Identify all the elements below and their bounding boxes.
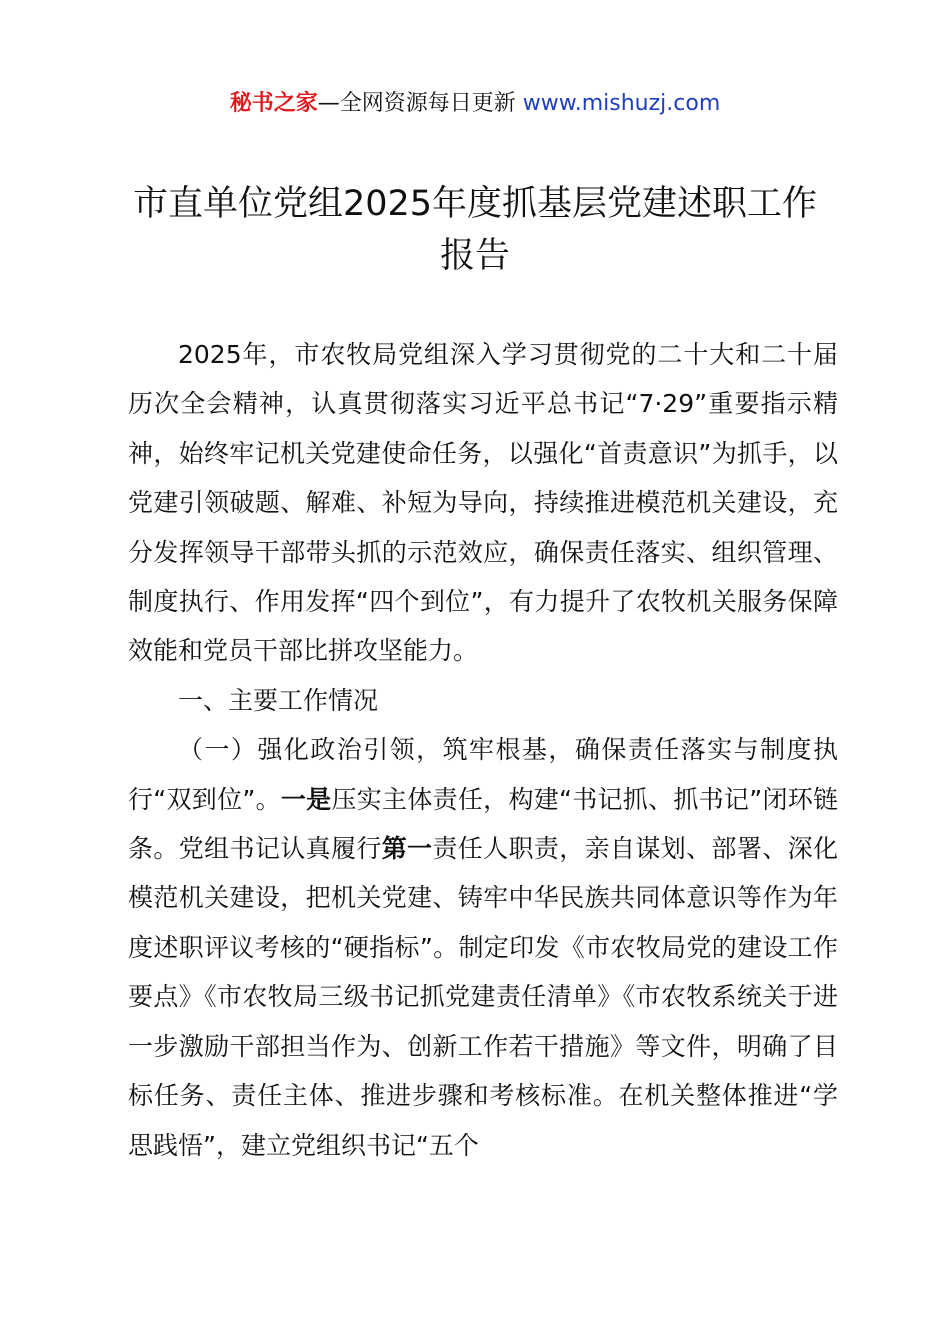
brand-name[interactable]: 秘书之家 (229, 91, 318, 116)
paragraph-text-continued: 责任人职责，亲自谋划、部署、深化模范机关建设，把机关党建、铸牢中华民族共同体意识等作为年度述职评议考核的“硬指标”。制定印发《市农牧局党的建设工作要点》《市农牧局三级书记抓党建责任清单》《市农牧系统关于进一步激励干部担当作为、创新工作若干措施》等文件，明确了目标任务、责任主体、推进步骤和考核标准。在机关整体推进“学思践悟”，建立党组织书记“五个 (128, 834, 838, 1160)
emphasis-first: 一是 (280, 784, 332, 814)
site-url-link[interactable]: www.mishuzj.com (522, 91, 721, 116)
header-tagline: —全网资源每日更新 (317, 91, 516, 116)
section-heading: 一、主要工作情况 (178, 685, 379, 715)
emphasis-second: 第一 (381, 834, 433, 864)
paragraph-text: 压实主体责任，构建“书记抓、抓书记”闭环链条。党组书记认真履行 (128, 784, 839, 864)
document-title: 市直单位党组2025年度抓基层党建述职工作报告 (132, 184, 818, 276)
subsection-heading: （一）强化政治引领，筑牢根基，确保责任落实与制度执行“双到位”。 (128, 735, 838, 814)
document-body (128, 330, 838, 1170)
subsection-paragraph (128, 725, 838, 1170)
intro-paragraph: 2025年，市农牧局党组深入学习贯彻党的二十大和二十届历次全会精神，认真贯彻落实习近平总书记“7·29”重要指示精神，始终牢记机关党建使命任务，以强化“首责意识”为抓手，以党建引领破题、解难、补短为导向，持续推进模范机关建设，充分发挥领导干部带头抓的示范效应，确保责任落实、组织管理、制度执行、作用发挥“四个到位”，有力提升了农牧机关服务保障效能和党员干部比拼攻坚能力。 (128, 340, 838, 666)
site-header (0, 88, 950, 120)
